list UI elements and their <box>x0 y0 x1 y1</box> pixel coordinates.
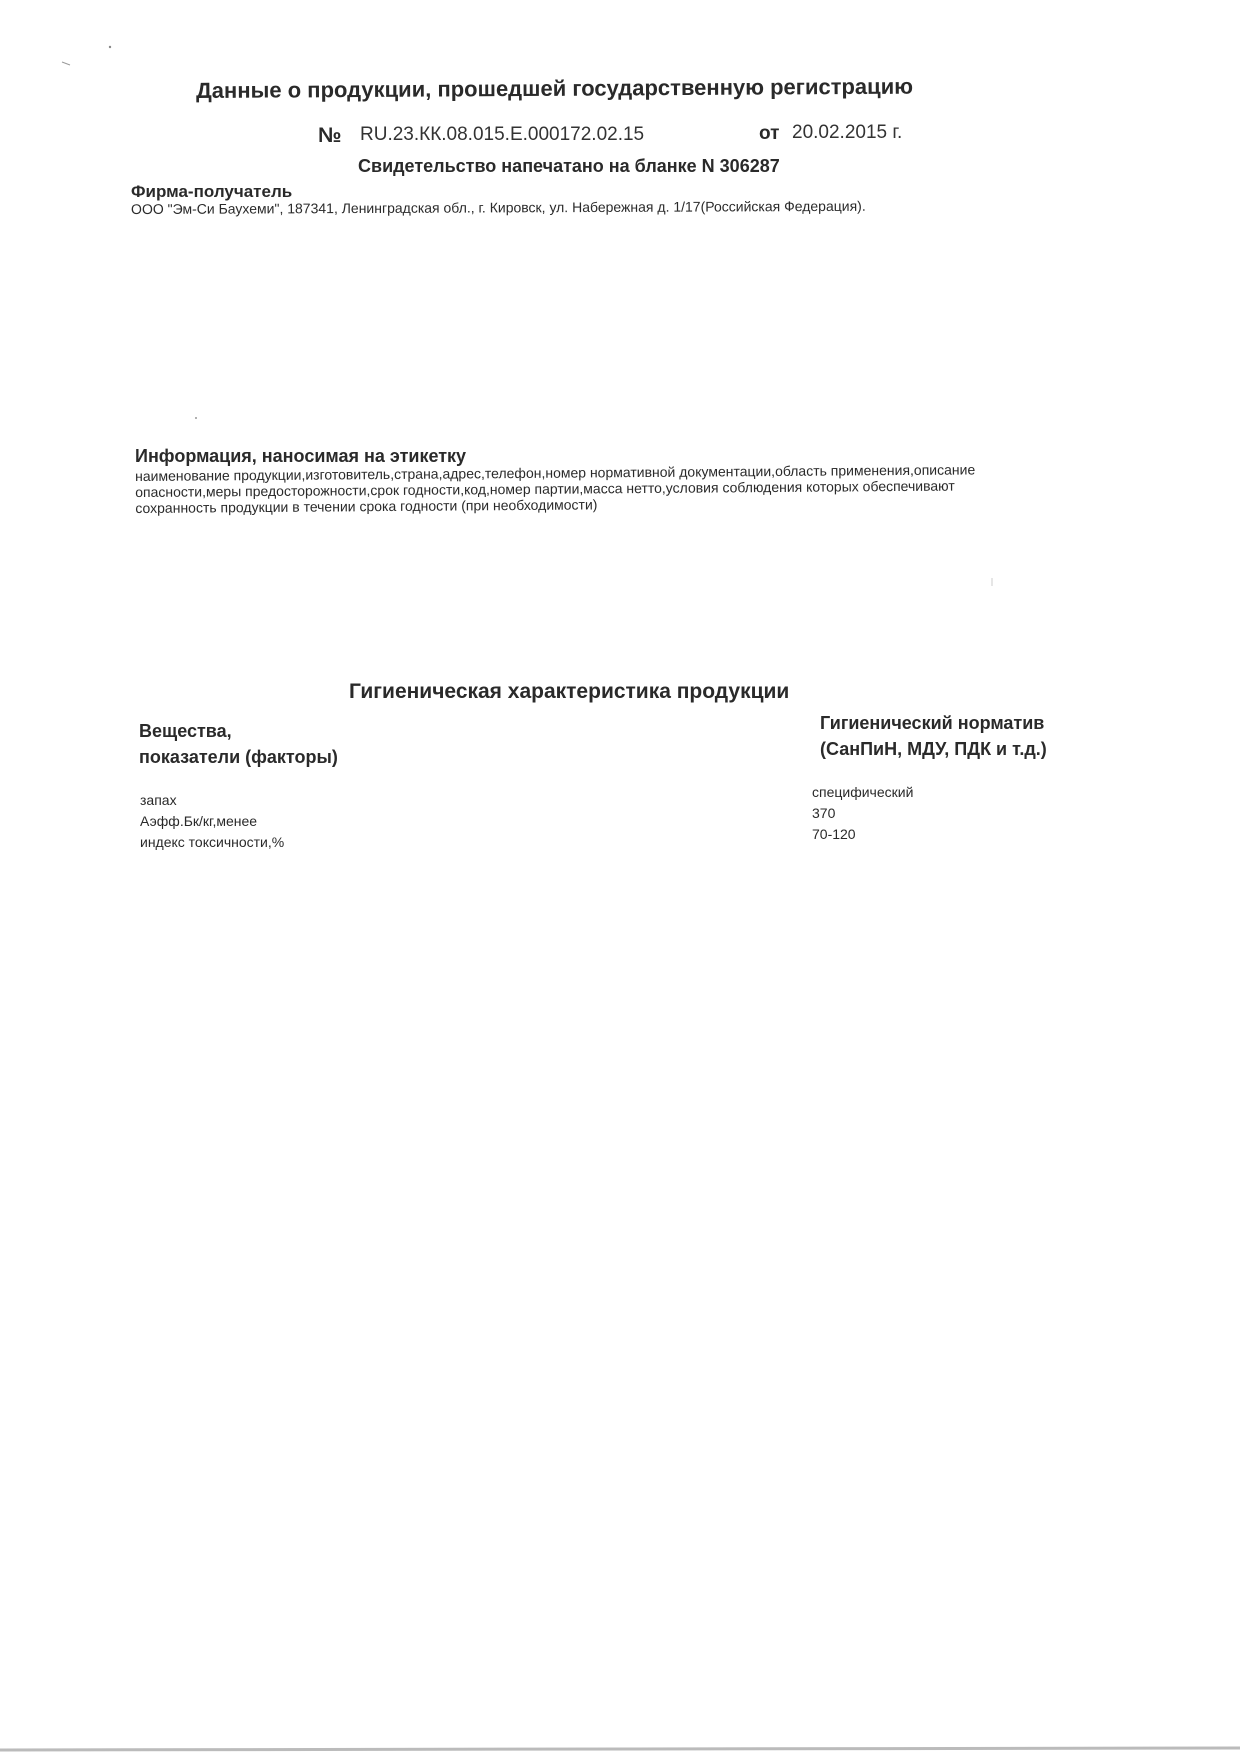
norm-item: 370 <box>812 805 836 821</box>
norms-list <box>812 782 913 845</box>
norms-heading-line1: Гигиенический норматив <box>820 713 1045 733</box>
registration-date: 20.02.2015 г. <box>792 122 903 143</box>
factors-heading-line1: Вещества, <box>139 721 232 741</box>
factors-heading-line2: показатели (факторы) <box>139 747 338 767</box>
hygiene-section-title: Гигиеническая характеристика продукции <box>349 680 790 703</box>
norm-item: специфический <box>812 784 914 800</box>
label-info-heading: Информация, наносимая на этикетку <box>135 446 467 466</box>
factor-item: индекс токсичности,% <box>140 834 285 850</box>
label-info-text: наименование продукции,изготовитель,страна,адрес,телефон,номер нормативной документации,область применения,описание опасности,меры предосторожности,срок годности,код,номер партии,масса нетто,условия соблюдения которых обеспечивают сохранность продукции в течении срока годности (при необходимости) <box>135 461 976 516</box>
document-title: Данные о продукции, прошедшей государственную регистрацию <box>196 73 914 103</box>
norms-column-heading <box>820 710 1047 762</box>
norm-item: 70-120 <box>812 826 856 842</box>
certificate-blank-number: Свидетельство напечатано на бланке N 306287 <box>358 156 780 176</box>
factor-item: Аэфф.Бк/кг,менее <box>140 813 258 829</box>
recipient-heading: Фирма-получатель <box>131 182 293 201</box>
norms-heading-line2: (СанПиН, МДУ, ПДК и т.д.) <box>820 739 1047 759</box>
factor-item: запах <box>140 792 177 808</box>
registration-date-label: от <box>759 123 780 144</box>
factors-list <box>140 790 284 853</box>
recipient-address: ООО "Эм-Си Баухеми", 187341, Ленинградская обл., г. Кировск, ул. Набережная д. 1/17(Российская Федерация). <box>131 197 866 217</box>
factors-column-heading <box>139 718 338 770</box>
registration-number-label: № <box>318 124 342 147</box>
registration-number: RU.23.КК.08.015.Е.000172.02.15 <box>360 124 645 145</box>
